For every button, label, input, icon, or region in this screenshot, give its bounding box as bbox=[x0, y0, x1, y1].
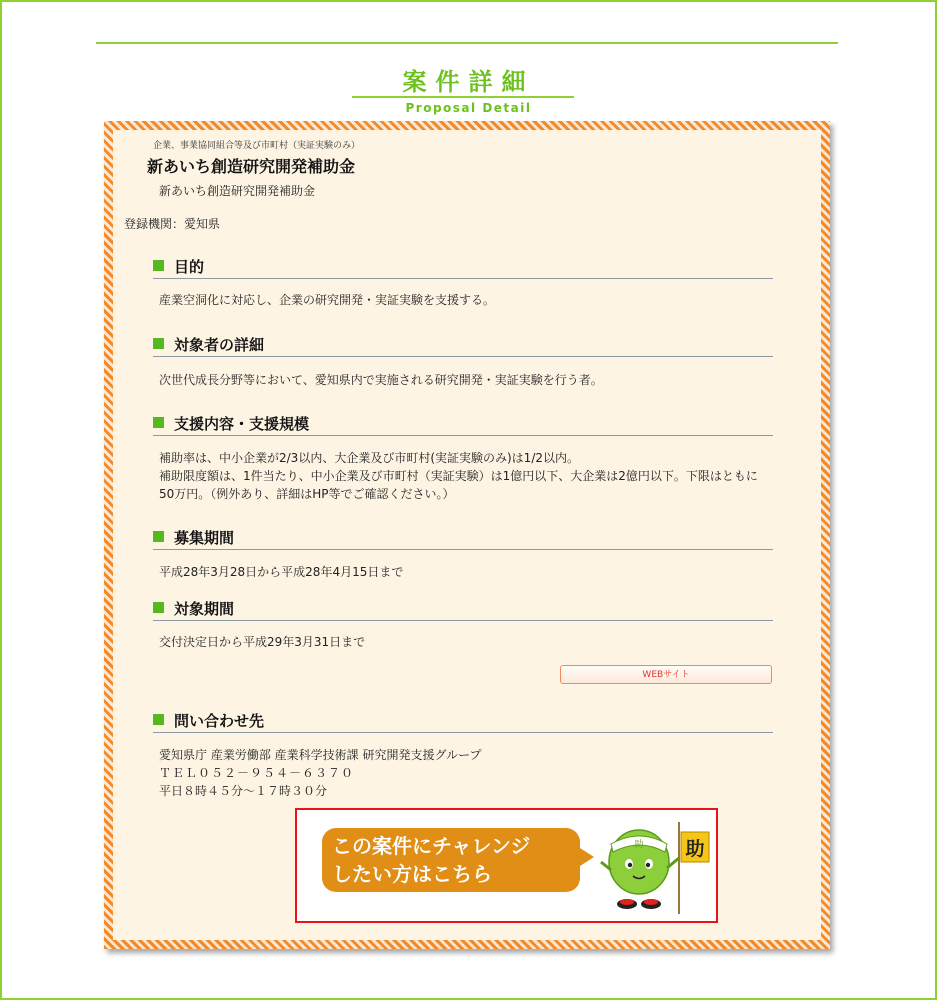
heading-square-icon bbox=[153, 260, 164, 271]
contact-line: ＴＥＬ０５２－９５４－６３７０ bbox=[159, 766, 355, 780]
section-heading-contact: 問い合わせ先 bbox=[153, 710, 773, 733]
section-body-period: 交付決定日から平成29年3月31日まで bbox=[159, 635, 366, 649]
section-heading-period: 対象期間 bbox=[153, 598, 773, 621]
section-heading-recruit: 募集期間 bbox=[153, 527, 773, 550]
challenge-text-line1: この案件にチャレンジ bbox=[332, 834, 531, 858]
section-heading-purpose: 目的 bbox=[153, 256, 773, 279]
section-body-purpose: 産業空洞化に対応し、企業の研究開発・実証実験を支援する。 bbox=[159, 293, 496, 307]
mascot-icon bbox=[597, 814, 717, 919]
heading-square-icon bbox=[153, 338, 164, 349]
heading-square-icon bbox=[153, 602, 164, 613]
speech-bubble-tail bbox=[580, 848, 594, 866]
website-button[interactable]: WEBサイト bbox=[560, 665, 772, 684]
contact-line: 愛知県庁 産業労働部 産業科学技術課 研究開発支援グループ bbox=[159, 748, 482, 762]
section-body-target: 次世代成長分野等において、愛知県内で実施される研究開発・実証実験を行う者。 bbox=[159, 373, 603, 387]
section-heading-target: 対象者の詳細 bbox=[153, 334, 773, 357]
challenge-speech-bubble bbox=[322, 828, 580, 892]
support-line: 補助限度額は、1件当たり、中小企業及び市町村（実証実験）は1億円以下、大企業は2億円以下。下限はともに bbox=[159, 469, 758, 483]
page-subtitle-en: Proposal Detail bbox=[405, 101, 532, 115]
title-underline bbox=[352, 96, 574, 98]
top-divider bbox=[96, 42, 838, 44]
section-body-recruit: 平成28年3月28日から平成28年4月15日まで bbox=[159, 565, 404, 579]
challenge-banner[interactable] bbox=[295, 808, 718, 923]
headband-char: 助 bbox=[634, 840, 644, 850]
proposal-title: 新あいち創造研究開発補助金 bbox=[147, 157, 356, 176]
support-line: 50万円。（例外あり、詳細はHP等でご確認ください。） bbox=[159, 487, 455, 501]
proposal-subtitle: 新あいち創造研究開発補助金 bbox=[159, 184, 316, 198]
challenge-text-line2: したい方はこちら bbox=[332, 862, 492, 886]
heading-square-icon bbox=[153, 531, 164, 542]
flag-char: 助 bbox=[685, 838, 705, 860]
proposal-card-body bbox=[113, 130, 821, 940]
page-title: 案件詳細 bbox=[402, 68, 535, 96]
support-line: 補助率は、中小企業が2/3以内、大企業及び市町村(実証実験のみ)は1/2以内。 bbox=[159, 451, 579, 465]
heading-square-icon bbox=[153, 714, 164, 725]
section-body-contact bbox=[159, 746, 779, 800]
section-heading-support: 支援内容・支援規模 bbox=[153, 413, 773, 436]
proposal-card bbox=[104, 121, 830, 949]
section-body-support bbox=[159, 449, 779, 503]
proposal-category: 企業、事業協同組合等及び市町村（実証実験のみ） bbox=[153, 141, 361, 151]
heading-square-icon bbox=[153, 417, 164, 428]
contact-line: 平日８時４５分～１７時３０分 bbox=[159, 784, 328, 798]
registering-agency: 登録機関：愛知県 bbox=[124, 217, 221, 231]
